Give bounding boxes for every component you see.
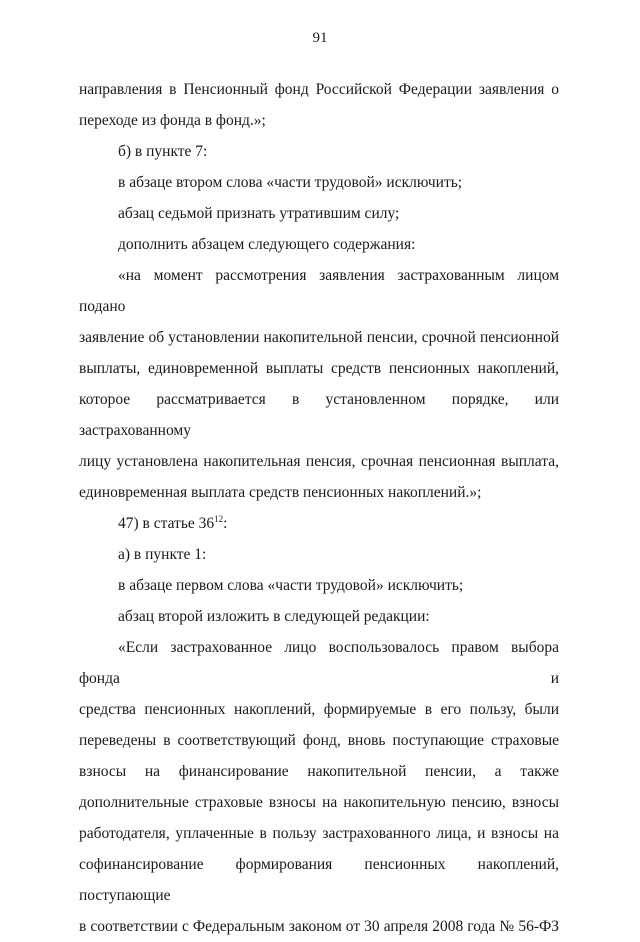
text-line: «Если застрахованное лицо воспользовалось правом выбора фонда и [79, 639, 559, 687]
text-line: переходе из фонда в фонд.»; [79, 112, 266, 129]
text-line: «на момент рассмотрения заявления застрахованным лицом подано [79, 267, 559, 315]
document-body [79, 74, 559, 942]
text-line: б) в пункте 7: [118, 143, 208, 160]
article-heading-colon: : [223, 515, 228, 532]
article-heading-text: 47) в статье 36 [118, 515, 215, 532]
text-line: в абзаце первом слова «части трудовой» исключить; [118, 577, 464, 594]
text-line: а) в пункте 1: [118, 546, 207, 563]
text-line: выплаты, единовременной выплаты средств пенсионных накоплений, [79, 360, 559, 377]
text-line: в соответствии с Федеральным законом от 30 апреля 2008 года № 56-ФЗ [79, 918, 559, 935]
text-line: направления в Пенсионный фонд Российской Федерации заявления о [79, 81, 559, 98]
text-line: дополнить абзацем следующего содержания: [118, 236, 416, 253]
text-line: заявление об установлении накопительной пенсии, срочной пенсионной [79, 329, 559, 346]
text-line: работодателя, уплаченные в пользу застрахованного лица, и взносы на [79, 825, 559, 842]
article-heading [79, 508, 559, 539]
text-line: взносы на финансирование накопительной пенсии, а также [79, 763, 559, 780]
text-line: которое рассматривается в установленном порядке, или застрахованному [79, 391, 559, 439]
text-line: софинансирование формирования пенсионных накоплений, поступающие [79, 856, 559, 904]
text-line: лицу установлена накопительная пенсия, срочная пенсионная выплата, [79, 453, 559, 470]
article-superscript: 12 [214, 514, 224, 524]
page-number: 91 [312, 30, 328, 46]
text-line: переведены в соответствующий фонд, вновь поступающие страховые [79, 732, 559, 749]
text-line: абзац седьмой признать утратившим силу; [118, 205, 400, 222]
text-line: единовременная выплата средств пенсионных накоплений.»; [79, 484, 482, 501]
text-line: дополнительные страховые взносы на накопительную пенсию, взносы [79, 794, 559, 811]
text-line: абзац второй изложить в следующей редакции: [118, 608, 430, 625]
text-line: средства пенсионных накоплений, формируемые в его пользу, были [79, 701, 559, 718]
text-line: в абзаце втором слова «части трудовой» исключить; [118, 174, 463, 191]
